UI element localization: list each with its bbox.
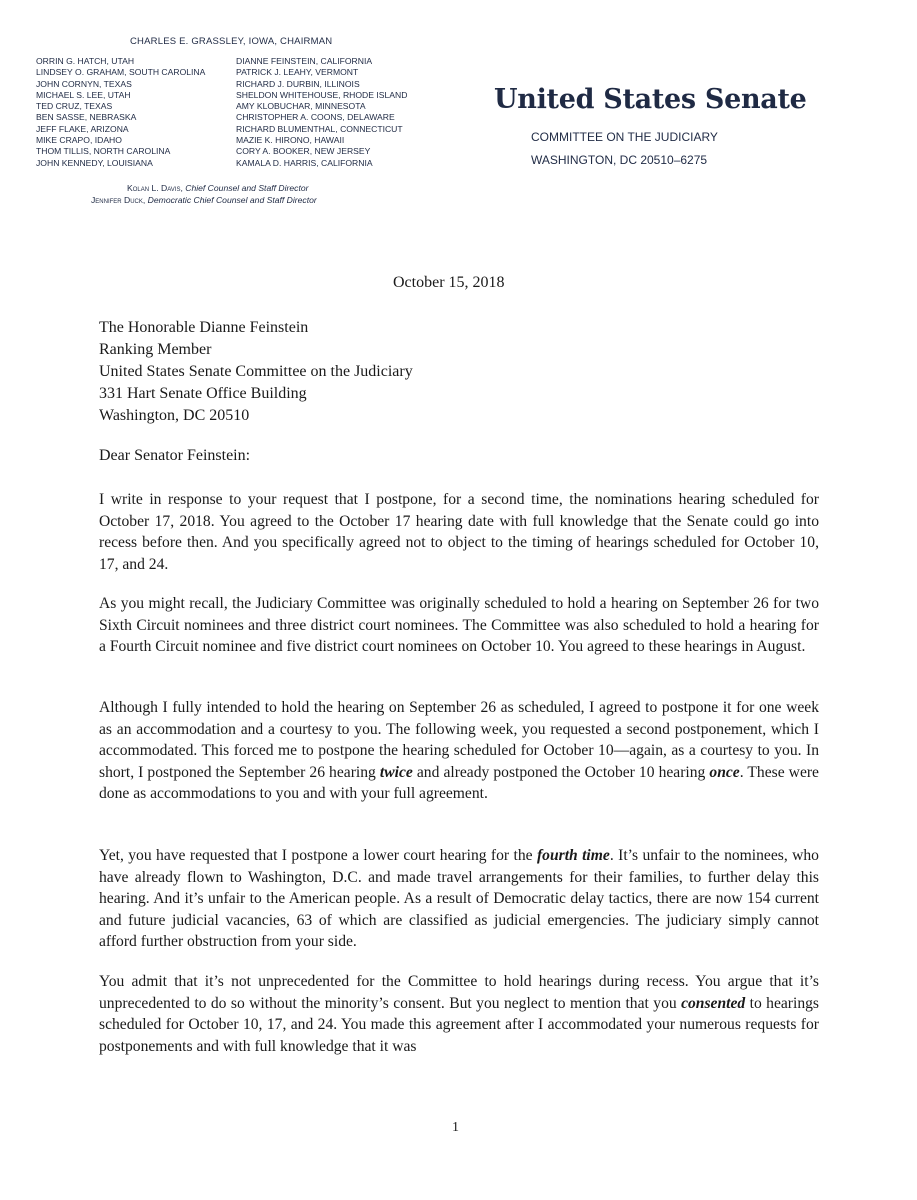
paragraph-text: . It’s unfair to the nominees, who have already flown to Washington, D.C. and made travel arrangements for their families, to further delay this hearing. And it’s unfair to the American people. As a result of Democratic delay tactics, there are now 154 current and future judicial vacancies, 63 of which are classified as judicial emergencies. The judiciary simply cannot afford further obstruction from your side.: [99, 847, 819, 951]
member-name: BEN SASSE, NEBRASKA: [36, 112, 137, 123]
recipient-line: Washington, DC 20510: [99, 407, 250, 424]
committee-name: COMMITTEE ON THE JUDICIARY: [531, 130, 718, 144]
member-name: TED CRUZ, TEXAS: [36, 101, 113, 112]
member-name: JOHN KENNEDY, LOUISIANA: [36, 157, 153, 168]
page-number: 1: [452, 1120, 459, 1135]
minority-members-list: [236, 56, 407, 169]
paragraph-text: Yet, you have requested that I postpone a lower court hearing for the: [99, 847, 537, 864]
committee-address: WASHINGTON, DC 20510–6275: [531, 153, 708, 167]
senate-wordmark: United States Senate: [494, 84, 807, 115]
recipient-line: The Honorable Dianne Feinstein: [99, 319, 309, 336]
emphasis-text: once: [709, 763, 740, 781]
member-name: JOHN CORNYN, TEXAS: [36, 78, 132, 89]
member-name: AMY KLOBUCHAR, MINNESOTA: [236, 101, 366, 112]
member-name: CHRISTOPHER A. COONS, DELAWARE: [236, 112, 395, 123]
emphasis-text: consented: [681, 994, 746, 1012]
chief-counsel-line: [127, 183, 308, 193]
recipient-line: Ranking Member: [99, 341, 212, 358]
democratic-counsel-line: [91, 195, 317, 205]
salutation: Dear Senator Feinstein:: [99, 447, 251, 464]
paragraph-text: You admit that it’s not unprecedented for the Committee to hold hearings during recess. You argue that it’s unprecedented to do so without the minority’s consent. But you neglect to mention that you: [99, 973, 819, 1012]
recipient-block: [99, 317, 413, 427]
member-name: ORRIN G. HATCH, UTAH: [36, 56, 135, 66]
recipient-line: 331 Hart Senate Office Building: [99, 385, 307, 402]
member-name: RICHARD J. DURBIN, ILLINOIS: [236, 78, 360, 89]
member-name: PATRICK J. LEAHY, VERMONT: [236, 67, 359, 78]
counsel-title: Democratic Chief Counsel and Staff Director: [147, 195, 317, 205]
paragraph-3: [99, 697, 819, 805]
chairman-line: CHARLES E. GRASSLEY, IOWA, CHAIRMAN: [130, 36, 333, 47]
paragraph-4: [99, 845, 819, 953]
member-name: MAZIE K. HIRONO, HAWAII: [236, 135, 345, 146]
counsel-name: Kolan L. Davis,: [127, 183, 183, 193]
emphasis-text: fourth time: [536, 847, 610, 864]
member-name: DIANNE FEINSTEIN, CALIFORNIA: [236, 56, 373, 66]
member-name: THOM TILLIS, NORTH CAROLINA: [36, 146, 171, 157]
member-name: LINDSEY O. GRAHAM, SOUTH CAROLINA: [36, 67, 206, 78]
member-name: JEFF FLAKE, ARIZONA: [36, 123, 129, 134]
paragraph-1: I write in response to your request that I postpone, for a second time, the nominations hearing scheduled for October 17, 2018. You agreed to the October 17 hearing date with full knowledge that the Senate could go into recess before then. And you specifically agreed not to object to the timing of hearings scheduled for October 10, 17, and 24.: [99, 491, 819, 573]
counsel-name: Jennifer Duck,: [91, 195, 146, 205]
paragraph-text: to hearings scheduled for October 10, 17, and 24. You made this agreement after I accommodated your numerous requests for postponements and with full knowledge that it was: [99, 994, 819, 1055]
paragraph-text: Although I fully intended to hold the hearing on September 26 as scheduled, I agreed to postpone it for one week as an accommodation and a courtesy to you. The following week, you requested a second postponement, which I accommodated. This forced me to postpone the hearing scheduled for October 10—again, as a courtesy to you. In short, I postponed the September 26 hearing: [99, 699, 819, 781]
paragraph-text: . These were done as accommodations to you and with your full agreement.: [99, 763, 819, 803]
paragraph-text: and already postponed the October 10 hearing: [412, 763, 710, 781]
letter-date: October 15, 2018: [393, 274, 505, 291]
counsel-title: Chief Counsel and Staff Director: [185, 183, 309, 193]
member-name: CORY A. BOOKER, NEW JERSEY: [236, 146, 371, 157]
member-name: SHELDON WHITEHOUSE, RHODE ISLAND: [236, 89, 408, 100]
paragraph-5: [99, 971, 819, 1057]
member-name: RICHARD BLUMENTHAL, CONNECTICUT: [236, 123, 403, 134]
member-name: MIKE CRAPO, IDAHO: [36, 135, 122, 146]
member-name: MICHAEL S. LEE, UTAH: [36, 89, 131, 100]
member-name: KAMALA D. HARRIS, CALIFORNIA: [236, 157, 373, 168]
emphasis-text: twice: [379, 763, 413, 781]
paragraph-2: As you might recall, the Judiciary Committee was originally scheduled to hold a hearing on September 26 for two Sixth Circuit nominees and three district court nominees. The Committee was also scheduled to hold a hearing for a Fourth Circuit nominee and five district court nominees on October 10. You agreed to these hearings in August.: [99, 595, 819, 656]
majority-members-list: [36, 56, 205, 169]
recipient-line: United States Senate Committee on the Judiciary: [99, 363, 413, 380]
